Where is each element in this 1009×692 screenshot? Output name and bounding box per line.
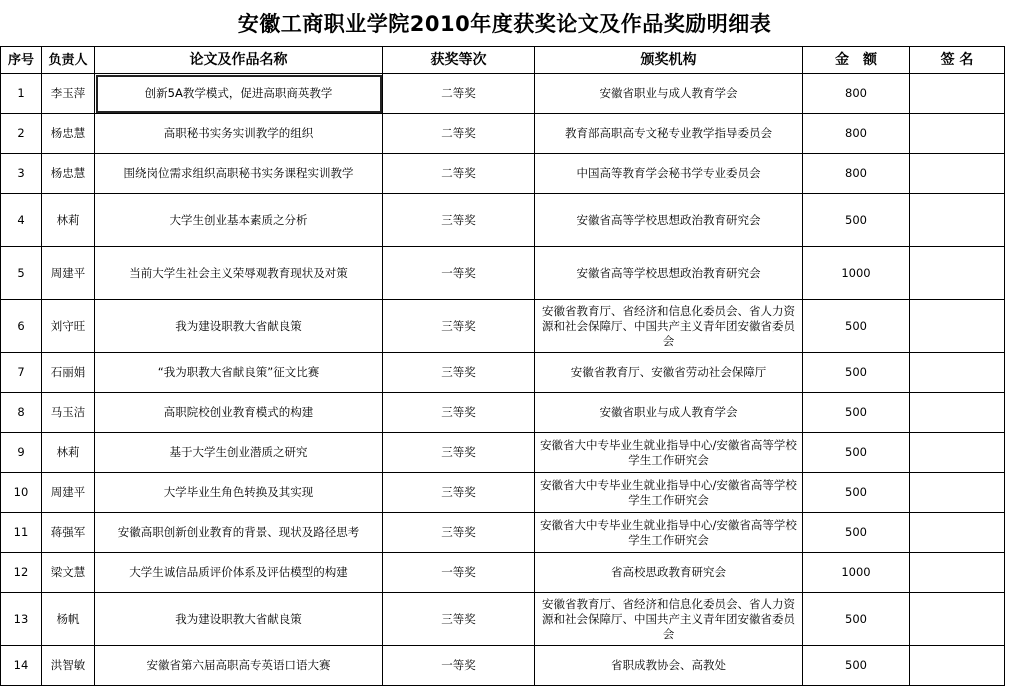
cell-level[interactable]: 二等奖 — [383, 114, 535, 154]
table-row — [1, 154, 1005, 194]
table-row — [1, 194, 1005, 247]
cell-org[interactable]: 安徽省高等学校思想政治教育研究会 — [535, 247, 803, 300]
cell-work[interactable]: 高职秘书实务实训教学的组织 — [95, 114, 383, 154]
cell-no[interactable]: 12 — [1, 553, 42, 593]
cell-no[interactable]: 8 — [1, 393, 42, 433]
header-person[interactable]: 负责人 — [42, 47, 95, 74]
header-work[interactable]: 论文及作品名称 — [95, 47, 383, 74]
cell-work-selected[interactable]: 创新5A教学模式，促进高职商英教学 — [95, 74, 383, 114]
cell-org[interactable]: 安徽省大中专毕业生就业指导中心/安徽省高等学校学生工作研究会 — [535, 433, 803, 473]
cell-level[interactable]: 三等奖 — [383, 433, 535, 473]
cell-sign[interactable] — [910, 74, 1005, 114]
table-row — [1, 74, 1005, 114]
cell-person[interactable]: 李玉萍 — [42, 74, 95, 114]
header-org[interactable]: 颁奖机构 — [535, 47, 803, 74]
cell-work[interactable]: 高职院校创业教育模式的构建 — [95, 393, 383, 433]
cell-amount[interactable]: 500 — [803, 433, 910, 473]
cell-level[interactable]: 二等奖 — [383, 74, 535, 114]
cell-level[interactable]: 一等奖 — [383, 553, 535, 593]
cell-level[interactable]: 三等奖 — [383, 393, 535, 433]
cell-no[interactable]: 7 — [1, 353, 42, 393]
cell-work[interactable]: 围绕岗位需求组织高职秘书实务课程实训教学 — [95, 154, 383, 194]
cell-person[interactable]: 周建平 — [42, 247, 95, 300]
cell-org[interactable]: 安徽省职业与成人教育学会 — [535, 393, 803, 433]
cell-amount[interactable]: 800 — [803, 114, 910, 154]
cell-amount[interactable]: 500 — [803, 353, 910, 393]
cell-sign[interactable] — [910, 593, 1005, 646]
cell-org[interactable]: 省职成教协会、高教处 — [535, 646, 803, 686]
cell-org[interactable]: 中国高等教育学会秘书学专业委员会 — [535, 154, 803, 194]
table-row — [1, 353, 1005, 393]
cell-level[interactable]: 三等奖 — [383, 300, 535, 353]
cell-sign[interactable] — [910, 194, 1005, 247]
cell-person[interactable]: 杨忠慧 — [42, 114, 95, 154]
header-row — [1, 47, 1005, 74]
cell-amount[interactable]: 1000 — [803, 553, 910, 593]
cell-sign[interactable] — [910, 513, 1005, 553]
cell-amount[interactable]: 800 — [803, 154, 910, 194]
cell-amount[interactable]: 500 — [803, 646, 910, 686]
table-row — [1, 513, 1005, 553]
cell-sign[interactable] — [910, 553, 1005, 593]
cell-sign[interactable] — [910, 300, 1005, 353]
cell-sign[interactable] — [910, 353, 1005, 393]
cell-sign[interactable] — [910, 154, 1005, 194]
cell-person[interactable]: 刘守旺 — [42, 300, 95, 353]
cell-level[interactable]: 一等奖 — [383, 646, 535, 686]
cell-no[interactable]: 9 — [1, 433, 42, 473]
awards-table — [0, 46, 1005, 686]
cell-amount[interactable]: 500 — [803, 194, 910, 247]
table-row — [1, 433, 1005, 473]
cell-sign[interactable] — [910, 114, 1005, 154]
cell-work[interactable]: 当前大学生社会主义荣辱观教育现状及对策 — [95, 247, 383, 300]
cell-level[interactable]: 二等奖 — [383, 154, 535, 194]
header-no[interactable]: 序号 — [1, 47, 42, 74]
cell-person[interactable]: 洪智敏 — [42, 646, 95, 686]
cell-no[interactable]: 3 — [1, 154, 42, 194]
cell-level[interactable]: 三等奖 — [383, 473, 535, 513]
cell-org[interactable]: 安徽省高等学校思想政治教育研究会 — [535, 194, 803, 247]
cell-no[interactable]: 6 — [1, 300, 42, 353]
header-amount[interactable]: 金 额 — [803, 47, 910, 74]
page-title: 安徽工商职业学院2010年度获奖论文及作品奖励明细表 — [237, 12, 772, 36]
cell-org[interactable]: 安徽省教育厅、省经济和信息化委员会、省人力资源和社会保障厅、中国共产主义青年团安徽省委员会 — [535, 593, 803, 646]
cell-sign[interactable] — [910, 393, 1005, 433]
cell-no[interactable]: 13 — [1, 593, 42, 646]
cell-no[interactable]: 4 — [1, 194, 42, 247]
cell-work[interactable]: 我为建设职教大省献良策 — [95, 593, 383, 646]
cell-org[interactable]: 安徽省教育厅、省经济和信息化委员会、省人力资源和社会保障厅、中国共产主义青年团安徽省委员会 — [535, 300, 803, 353]
cell-amount[interactable]: 500 — [803, 393, 910, 433]
cell-no[interactable]: 5 — [1, 247, 42, 300]
cell-work[interactable]: 大学生创业基本素质之分析 — [95, 194, 383, 247]
cell-org[interactable]: 安徽省职业与成人教育学会 — [535, 74, 803, 114]
table-row — [1, 646, 1005, 686]
cell-no[interactable]: 2 — [1, 114, 42, 154]
cell-person[interactable]: 林莉 — [42, 433, 95, 473]
cell-person[interactable]: 周建平 — [42, 473, 95, 513]
cell-person[interactable]: 杨忠慧 — [42, 154, 95, 194]
cell-org[interactable]: 省高校思政教育研究会 — [535, 553, 803, 593]
table-row — [1, 114, 1005, 154]
cell-person[interactable]: 梁文慧 — [42, 553, 95, 593]
cell-sign[interactable] — [910, 473, 1005, 513]
cell-amount[interactable]: 500 — [803, 473, 910, 513]
cell-level[interactable]: 三等奖 — [383, 353, 535, 393]
cell-amount[interactable]: 500 — [803, 593, 910, 646]
cell-no[interactable]: 1 — [1, 74, 42, 114]
cell-level[interactable]: 三等奖 — [383, 593, 535, 646]
cell-work[interactable]: 大学生诚信品质评价体系及评估模型的构建 — [95, 553, 383, 593]
cell-person[interactable]: 石丽娟 — [42, 353, 95, 393]
cell-org[interactable]: 安徽省教育厅、安徽省劳动社会保障厅 — [535, 353, 803, 393]
table-row — [1, 473, 1005, 513]
cell-work[interactable]: 安徽高职创新创业教育的背景、现状及路径思考 — [95, 513, 383, 553]
table-row — [1, 553, 1005, 593]
cell-no[interactable]: 10 — [1, 473, 42, 513]
cell-no[interactable]: 14 — [1, 646, 42, 686]
cell-level[interactable]: 一等奖 — [383, 247, 535, 300]
cell-no[interactable]: 11 — [1, 513, 42, 553]
cell-person[interactable]: 蒋强军 — [42, 513, 95, 553]
cell-sign[interactable] — [910, 433, 1005, 473]
table-row — [1, 593, 1005, 646]
cell-amount[interactable]: 800 — [803, 74, 910, 114]
cell-person[interactable]: 杨帆 — [42, 593, 95, 646]
cell-level[interactable]: 三等奖 — [383, 194, 535, 247]
cell-work[interactable]: “我为职教大省献良策”征文比赛 — [95, 353, 383, 393]
cell-work[interactable]: 基于大学生创业潜质之研究 — [95, 433, 383, 473]
cell-sign[interactable] — [910, 247, 1005, 300]
table-row — [1, 300, 1005, 353]
cell-amount[interactable]: 500 — [803, 300, 910, 353]
cell-work[interactable]: 安徽省第六届高职高专英语口语大赛 — [95, 646, 383, 686]
cell-person[interactable]: 林莉 — [42, 194, 95, 247]
cell-work[interactable]: 我为建设职教大省献良策 — [95, 300, 383, 353]
cell-person[interactable]: 马玉洁 — [42, 393, 95, 433]
cell-org[interactable]: 安徽省大中专毕业生就业指导中心/安徽省高等学校学生工作研究会 — [535, 473, 803, 513]
cell-amount[interactable]: 1000 — [803, 247, 910, 300]
table-row — [1, 247, 1005, 300]
cell-level[interactable]: 三等奖 — [383, 513, 535, 553]
cell-work[interactable]: 大学毕业生角色转换及其实现 — [95, 473, 383, 513]
header-level[interactable]: 获奖等次 — [383, 47, 535, 74]
cell-org[interactable]: 安徽省大中专毕业生就业指导中心/安徽省高等学校学生工作研究会 — [535, 513, 803, 553]
header-sign[interactable]: 签 名 — [910, 47, 1005, 74]
table-row — [1, 393, 1005, 433]
cell-amount[interactable]: 500 — [803, 513, 910, 553]
cell-org[interactable]: 教育部高职高专文秘专业教学指导委员会 — [535, 114, 803, 154]
cell-sign[interactable] — [910, 646, 1005, 686]
